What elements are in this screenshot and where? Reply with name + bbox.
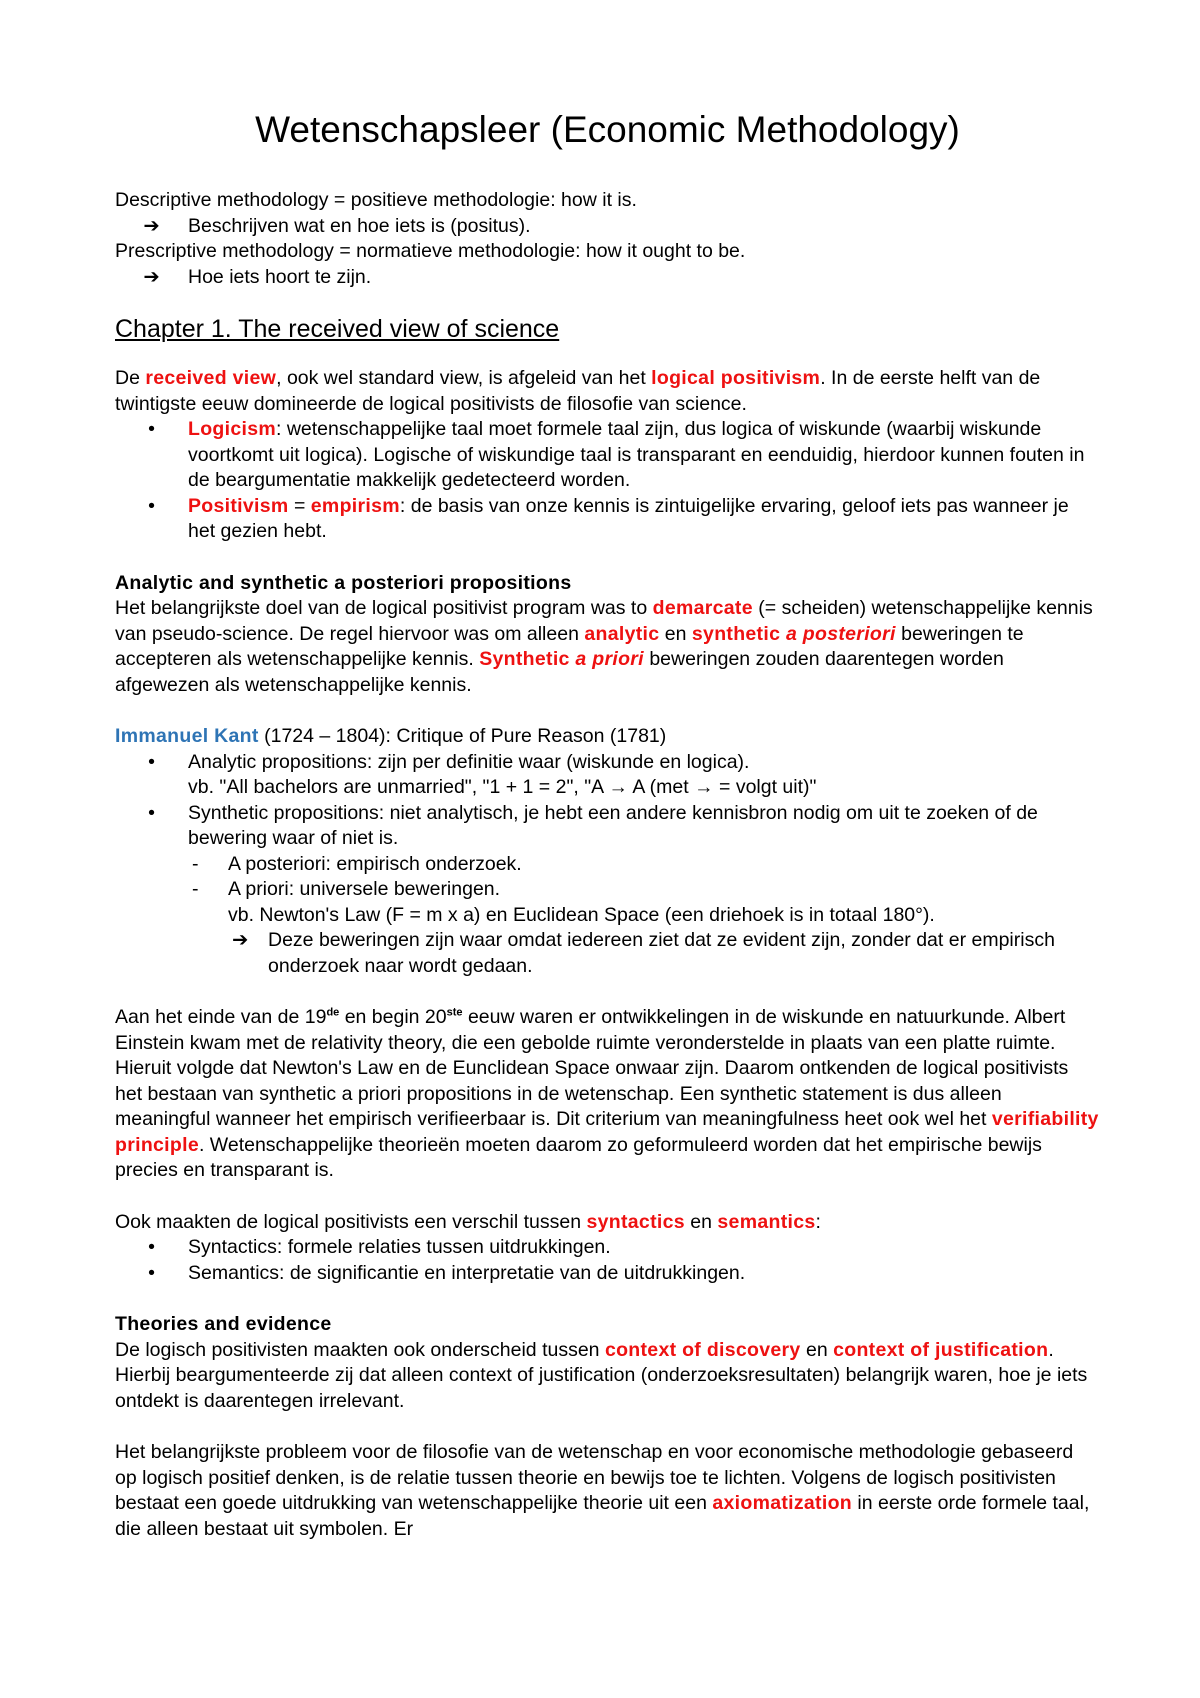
syntax-paragraph: Ook maakten de logical positivists een verschil tussen syntactics en semantics: [115,1210,821,1233]
list-item: • Positivism = empirism: de basis van onze kennis is zintuigelijke ervaring, geloof iets pas wanneer je het gezien hebt. [115,494,1100,545]
dash-item: - A posteriori: empirisch onderzoek. [115,852,1100,878]
kant-line: Immanuel Kant (1724 – 1804): Critique of Pure Reason (1781) [115,725,667,748]
bullet-icon: • [148,418,155,441]
problem-paragraph: Het belangrijkste probleem voor de filosofie van de wetenschap en voor economische methodologie gebaseerd op logisch positief denken, is de relatie tussen theorie en bewijs toe te lichten. Volgens de logisch positivisten bestaat een goede uitdrukking van wetenschappelijke theorie uit een axiomatization in eerste orde formele taal, die alleen bestaat uit symbolen. Er [115,1441,1090,1540]
list-item: • Synthetic propositions: niet analytisch, je hebt een andere kennisbron nodig om uit te zoeken of de bewering waar of niet is. [115,801,1100,852]
section-heading-analytic: Analytic and synthetic a posteriori propositions [115,571,572,594]
chapter-heading: Chapter 1. The received view of science [115,315,560,344]
document-title: Wetenschapsleer (Economic Methodology) [255,109,960,150]
arrow-item: ➔ Hoe iets hoort te zijn. [115,265,1100,291]
received-view-paragraph: De received view, ook wel standard view, is afgeleid van het logical positivism. In de eerste helft van de twintigste eeuw domineerde de logical positivists de filosofie van science. [115,367,1041,415]
list-item: • Semantics: de significantie en interpretatie van de uitdrukkingen. [115,1261,1100,1287]
list-item: • Analytic propositions: zijn per definitie waar (wiskunde en logica). vb. "All bachelors are unmarried", "1 + 1 = 2", "A → A (met → = volgt uit)" [115,750,1100,801]
arrow-icon: ➔ [232,929,249,952]
descriptive-line: Descriptive methodology = positieve methodologie: how it is. [115,189,637,212]
bullet-icon: • [148,1261,155,1284]
arrow-item: ➔ Deze beweringen zijn waar omdat iedereen ziet dat ze evident zijn, zonder dat er empirisch onderzoek naar wordt gedaan. [228,928,1100,979]
list-item: • Syntactics: formele relaties tussen uitdrukkingen. [115,1235,1100,1261]
bullet-icon: • [148,801,155,824]
analytic-paragraph: Het belangrijkste doel van de logical positivist program was to demarcate (= scheiden) wetenschappelijke kennis van pseudo-science. De regel hiervoor was om alleen analytic en synthetic a posteriori beweringen te accepteren als wetenschappelijke kennis. Synthetic a priori beweringen zouden daarentegen worden afgewezen als wetenschappelijke kennis. [115,597,1093,696]
einstein-paragraph: Aan het einde van de 19de en begin 20ste eeuw waren er ontwikkelingen in de wiskunde en natuurkunde. Albert Einstein kwam met de relativity theory, die een gebolde ruimte veronderstelde in plaats van een platte ruimte. Hieruit volgde dat Newton's Law en de Eunclidean Space onwaar zijn. Daarom ontkenden de logical positivists het bestaan van synthetic a priori propositions in de wetenschap. Een synthetic statement is dus alleen meaningful wanneer het empirisch verifieerbaar is. Dit criterium van meaningfulness heet ook wel het verifiability principle. Wetenschappelijke theorieën moeten daarom zo geformuleerd worden dat het empirische bewijs precies en transparant is. [115,1006,1099,1182]
arrow-icon: ➔ [143,265,160,288]
arrow-icon: ➔ [143,214,160,237]
theories-paragraph: De logisch positivisten maakten ook onderscheid tussen context of discovery en context of justification. Hierbij beargumenteerde zij dat alleen context of justification (onderzoeksresultaten) belangrijk waren, hoe je iets ontdekt is daarentegen irrelevant. [115,1338,1088,1412]
bullet-icon: • [148,750,155,773]
dash-item: - A priori: universele beweringen. vb. Newton's Law (F = m x a) en Euclidean Space (een driehoek is in totaal 180°). ➔ Deze beweringen zijn waar omdat iedereen ziet dat ze evident zijn, zonder dat er empirisch onderzoek naar wordt gedaan. [115,877,1100,979]
dash-icon: - [192,852,199,875]
dash-icon: - [192,878,199,901]
section-heading-theories: Theories and evidence [115,1313,332,1336]
bullet-icon: • [148,1236,155,1259]
list-item: • Logicism: wetenschappelijke taal moet formele taal zijn, dus logica of wiskunde (waarbij wiskunde voortkomt uit logica). Logische of wiskundige taal is transparant en eenduidig, hierdoor kunnen fouten in de beargumentatie makkelijk gedetecteerd worden. [115,417,1100,494]
prescriptive-line: Prescriptive methodology = normatieve methodologie: how it ought to be. [115,240,746,263]
bullet-icon: • [148,494,155,517]
arrow-item: ➔ Beschrijven wat en hoe iets is (positus). [115,214,1100,240]
document-page [115,108,1100,1542]
kant-name: Immanuel Kant [115,725,259,748]
